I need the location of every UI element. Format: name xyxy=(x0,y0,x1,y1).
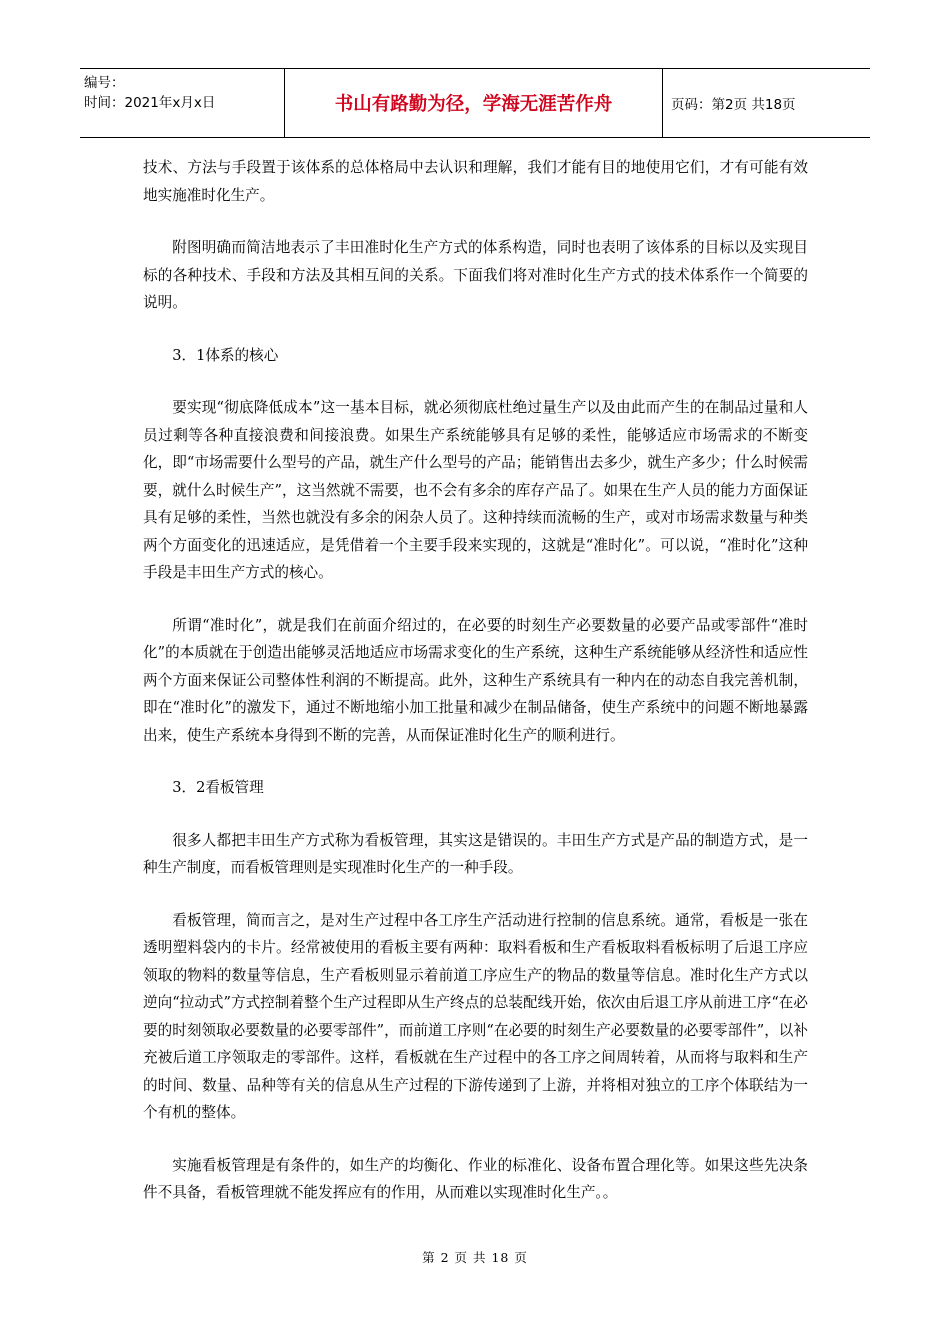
paragraph-continued: 技术、方法与手段置于该体系的总体格局中去认识和理解，我们才能有目的地使用它们，才有可能有效地实施准时化生产。 xyxy=(143,159,808,204)
page-header xyxy=(80,68,870,138)
paragraph: 很多人都把丰田生产方式称为看板管理，其实这是错误的。丰田生产方式是产品的制造方式，是一种生产制度，而看板管理则是实现准时化生产的一种手段。 xyxy=(143,831,808,876)
document-body xyxy=(143,154,808,1232)
section-heading: 3．1体系的核心 xyxy=(172,346,279,364)
paragraph: 所谓“准时化”，就是我们在前面介绍过的，在必要的时刻生产必要数量的必要产品或零部件“准时化”的本质就在于创造出能够灵活地适应市场需求变化的生产系统，这种生产系统能够从经济性和适应性两个方面来保证公司整体性利润的不断提高。此外，这种生产系统具有一种内在的动态自我完善机制，即在“准时化”的激发下，通过不断地缩小加工批量和减少在制品储备，使生产系统中的问题不断地暴露出来，使生产系统本身得到不断的完善，从而保证准时化生产的顺利进行。 xyxy=(143,616,808,744)
paragraph: 附图明确而简洁地表示了丰田准时化生产方式的体系构造，同时也表明了该体系的目标以及实现目标的各种技术、手段和方法及其相互间的关系。下面我们将对准时化生产方式的技术体系作一个简要的说明。 xyxy=(143,239,808,311)
document-number-label: 编号： xyxy=(84,75,125,91)
paragraph: 看板管理，简而言之，是对生产过程中各工序生产活动进行控制的信息系统。通常，看板是一张在透明塑料袋内的卡片。经常被使用的看板主要有两种：取料看板和生产看板取料看板标明了后退工序应领取的物料的数量等信息，生产看板则显示着前道工序应生产的物品的数量等信息。准时化生产方式以逆向“拉动式”方式控制着整个生产过程即从生产终点的总装配线开始，依次由后退工序从前进工序“在必要的时刻领取必要数量的必要零部件”，而前道工序则“在必要的时刻生产必要数量的必要零部件”，以补充被后道工序领取走的零部件。这样，看板就在生产过程中的各工序之间周转着，从而将与取料和生产的时间、数量、品种等有关的信息从生产过程的下游传递到了上游，并将相对独立的工序个体联结为一个有机的整体。 xyxy=(143,911,808,1121)
header-info-cell xyxy=(80,69,285,137)
paragraph: 实施看板管理是有条件的，如生产的均衡化、作业的标准化、设备布置合理化等。如果这些先决条件不具备，看板管理就不能发挥应有的作用，从而难以实现准时化生产。。 xyxy=(143,1156,808,1201)
section-heading: 3．2看板管理 xyxy=(172,779,264,796)
page-footer: 第 2 页 共 18 页 xyxy=(422,1250,528,1265)
document-time-label: 时间：2021年x月x日 xyxy=(84,95,216,111)
header-motto: 书山有路勤为径，学海无涯苦作舟 xyxy=(285,69,663,137)
paragraph: 要实现“彻底降低成本”这一基本目标，就必须彻底杜绝过量生产以及由此而产生的在制品过量和人员过剩等各种直接浪费和间接浪费。如果生产系统能够具有足够的柔性，能够适应市场需求的不断变化，即“市场需要什么型号的产品，就生产什么型号的产品；能销售出去多少，就生产多少；什么时候需要，就什么时候生产”，这当然就不需要，也不会有多余的库存产品了。如果在生产人员的能力方面保证具有足够的柔性，当然也就没有多余的闲杂人员了。这种持续而流畅的生产，或对市场需求数量与种类两个方面变化的迅速适应，是凭借着一个主要手段来实现的，这就是“准时化”。可以说，“准时化”这种手段是丰田生产方式的核心。 xyxy=(143,399,808,581)
header-page-code: 页码：第2页 共18页 xyxy=(671,97,796,113)
